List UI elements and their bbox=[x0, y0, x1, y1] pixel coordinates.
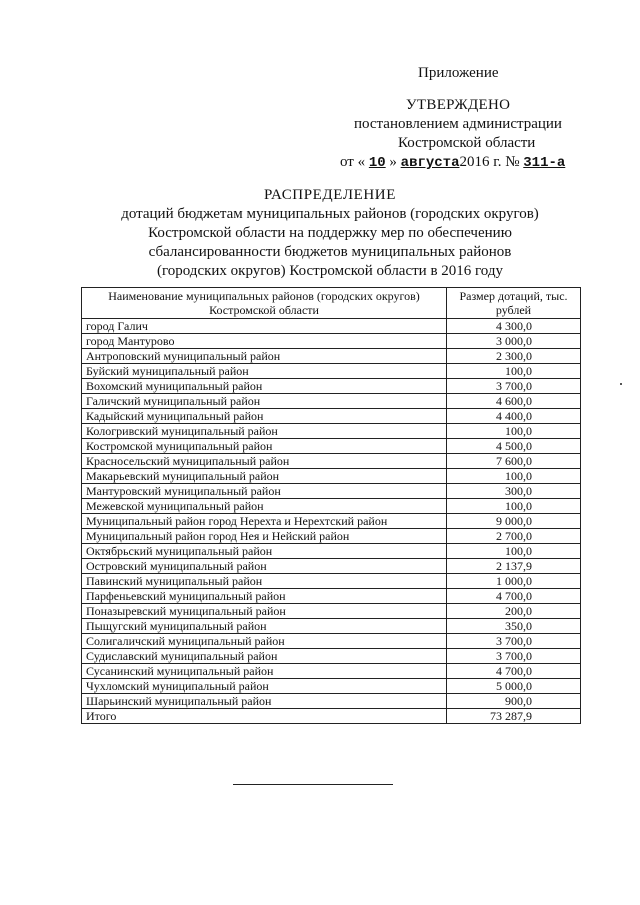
district-name: Парфеньевский муниципальный район bbox=[82, 589, 447, 604]
table-row bbox=[82, 499, 581, 514]
table-row bbox=[82, 349, 581, 364]
subsidy-amount: 4 500,0 bbox=[447, 439, 581, 454]
date-prefix: от « bbox=[340, 154, 366, 170]
district-name: Островский муниципальный район bbox=[82, 559, 447, 574]
subsidy-amount: 3 700,0 bbox=[447, 634, 581, 649]
title-line-4: (городских округов) Костромской области в 2016 году bbox=[156, 263, 504, 279]
subsidy-amount: 4 700,0 bbox=[447, 664, 581, 679]
table-row bbox=[82, 319, 581, 334]
district-name: Галичский муниципальный район bbox=[82, 394, 447, 409]
title-heading: РАСПРЕДЕЛЕНИЕ bbox=[263, 187, 396, 203]
appendix-label: Приложение bbox=[418, 65, 499, 81]
decree-date-line bbox=[340, 153, 580, 173]
subsidy-amount: 350,0 bbox=[447, 619, 581, 634]
subsidy-amount: 9 000,0 bbox=[447, 514, 581, 529]
table-row bbox=[82, 589, 581, 604]
document-title bbox=[60, 186, 600, 281]
subsidy-amount: 100,0 bbox=[447, 364, 581, 379]
subsidy-amount: 1 000,0 bbox=[447, 574, 581, 589]
table-row bbox=[82, 679, 581, 694]
table-row bbox=[82, 514, 581, 529]
table-row bbox=[82, 424, 581, 439]
table-row bbox=[82, 364, 581, 379]
district-name: Буйский муниципальный район bbox=[82, 364, 447, 379]
table-row bbox=[82, 484, 581, 499]
approved-label: УТВЕРЖДЕНО bbox=[406, 97, 511, 113]
district-name: город Мантурово bbox=[82, 334, 447, 349]
subsidy-amount: 4 600,0 bbox=[447, 394, 581, 409]
table-row bbox=[82, 529, 581, 544]
table-row bbox=[82, 604, 581, 619]
district-name: Межевской муниципальный район bbox=[82, 499, 447, 514]
district-name: Костромской муниципальный район bbox=[82, 439, 447, 454]
subsidy-amount: 73 287,9 bbox=[447, 709, 581, 724]
approval-block bbox=[340, 64, 580, 173]
table-row bbox=[82, 394, 581, 409]
subsidy-amount: 2 700,0 bbox=[447, 529, 581, 544]
scan-speck bbox=[620, 383, 622, 385]
subsidy-amount: 200,0 bbox=[447, 604, 581, 619]
district-name: Чухломский муниципальный район bbox=[82, 679, 447, 694]
table-row bbox=[82, 439, 581, 454]
subsidy-amount: 4 300,0 bbox=[447, 319, 581, 334]
subsidy-amount: 3 000,0 bbox=[447, 334, 581, 349]
subsidy-amount: 3 700,0 bbox=[447, 649, 581, 664]
date-month: августа bbox=[400, 155, 460, 171]
district-name: Пыщугский муниципальный район bbox=[82, 619, 447, 634]
date-year: 2016 г. № bbox=[459, 154, 520, 170]
table-row bbox=[82, 334, 581, 349]
district-name: Муниципальный район город Нерехта и Нерехтский район bbox=[82, 514, 447, 529]
subsidy-amount: 2 300,0 bbox=[447, 349, 581, 364]
decree-line-1: постановлением администрации bbox=[354, 116, 562, 132]
table-row bbox=[82, 409, 581, 424]
decree-line-2: Костромской области bbox=[398, 135, 536, 151]
table-total-row bbox=[82, 709, 581, 724]
subsidy-amount: 100,0 bbox=[447, 424, 581, 439]
table-header-row bbox=[82, 288, 581, 319]
subsidy-amount: 4 700,0 bbox=[447, 589, 581, 604]
table-row bbox=[82, 379, 581, 394]
subsidy-amount: 300,0 bbox=[447, 484, 581, 499]
subsidy-amount: 100,0 bbox=[447, 469, 581, 484]
title-line-3: сбалансированности бюджетов муниципальных районов bbox=[148, 244, 512, 260]
subsidy-amount: 900,0 bbox=[447, 694, 581, 709]
table-row bbox=[82, 619, 581, 634]
subsidy-amount: 4 400,0 bbox=[447, 409, 581, 424]
subsidy-amount: 5 000,0 bbox=[447, 679, 581, 694]
decree-number: 311-а bbox=[523, 155, 566, 171]
district-name: Судиславский муниципальный район bbox=[82, 649, 447, 664]
header-amount: Размер дотаций, тыс. рублей bbox=[447, 288, 581, 319]
district-name: Солигаличский муниципальный район bbox=[82, 634, 447, 649]
closing-rule bbox=[233, 784, 393, 785]
district-name: Макарьевский муниципальный район bbox=[82, 469, 447, 484]
district-name: Сусанинский муниципальный район bbox=[82, 664, 447, 679]
district-name: Антроповский муниципальный район bbox=[82, 349, 447, 364]
district-name: Итого bbox=[82, 709, 447, 724]
district-name: Октябрьский муниципальный район bbox=[82, 544, 447, 559]
district-name: Кологривский муниципальный район bbox=[82, 424, 447, 439]
date-day: 10 bbox=[368, 155, 386, 171]
subsidy-amount: 7 600,0 bbox=[447, 454, 581, 469]
subsidy-amount: 100,0 bbox=[447, 499, 581, 514]
subsidy-amount: 3 700,0 bbox=[447, 379, 581, 394]
district-name: Поназыревский муниципальный район bbox=[82, 604, 447, 619]
district-name: город Галич bbox=[82, 319, 447, 334]
district-name: Муниципальный район город Нея и Нейский район bbox=[82, 529, 447, 544]
table-row bbox=[82, 649, 581, 664]
district-name: Красносельский муниципальный район bbox=[82, 454, 447, 469]
table-row bbox=[82, 469, 581, 484]
table-row bbox=[82, 634, 581, 649]
district-name: Шарьинский муниципальный район bbox=[82, 694, 447, 709]
table-row bbox=[82, 694, 581, 709]
subsidy-amount: 2 137,9 bbox=[447, 559, 581, 574]
title-line-1: дотаций бюджетам муниципальных районов (городских округов) bbox=[121, 206, 539, 222]
title-line-2: Костромской области на поддержку мер по обеспечению bbox=[148, 225, 512, 241]
table-body bbox=[82, 319, 581, 724]
table-row bbox=[82, 559, 581, 574]
district-name: Мантуровский муниципальный район bbox=[82, 484, 447, 499]
table-row bbox=[82, 544, 581, 559]
table-row bbox=[82, 574, 581, 589]
district-name: Вохомский муниципальный район bbox=[82, 379, 447, 394]
distribution-table bbox=[81, 287, 581, 724]
subsidy-amount: 100,0 bbox=[447, 544, 581, 559]
header-district-name: Наименование муниципальных районов (городских округов) Костромской области bbox=[82, 288, 447, 319]
table-row bbox=[82, 454, 581, 469]
district-name: Кадыйский муниципальный район bbox=[82, 409, 447, 424]
date-mid: » bbox=[389, 154, 397, 170]
district-name: Павинский муниципальный район bbox=[82, 574, 447, 589]
table-row bbox=[82, 664, 581, 679]
